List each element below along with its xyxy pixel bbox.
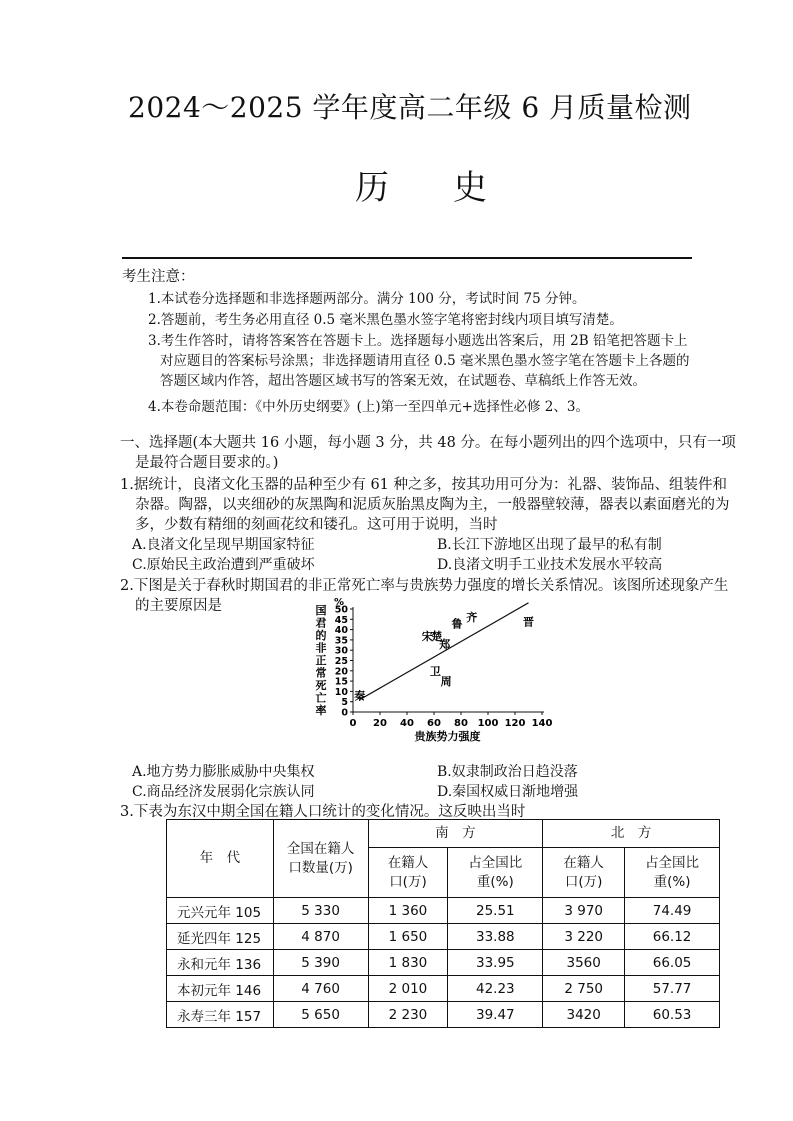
header-north-ratio: 占全国比重(%) [625, 848, 720, 898]
y-axis-label-char: 亡 [315, 691, 327, 705]
y-tick-label: 10 [334, 686, 348, 698]
cell-south-pop: 1 360 [368, 898, 448, 924]
notice-item-3: 3.考生作答时，请将答案答在答题卡上。选择题每小题选出答案后，用 2B 铅笔把答题卡上 [148, 333, 688, 349]
header-south-pop: 在籍人口(万) [368, 848, 448, 898]
cell-south-pop: 2 010 [368, 976, 448, 1002]
state-point-郑: 郑 [439, 638, 451, 652]
cell-total: 5 390 [273, 950, 368, 976]
x-tick-label: 80 [454, 718, 468, 729]
header-divider [122, 257, 692, 259]
q3-stem: 3.下表为东汉中期全国在籍人口统计的变化情况。这反映出当时 [120, 804, 526, 820]
y-tick-label: 35 [334, 635, 348, 647]
x-axis-label: 贵族势力强度 [414, 730, 481, 743]
y-tick-label: 50 [334, 604, 348, 616]
x-tick-label: 40 [400, 718, 414, 729]
header-north: 北 方 [543, 820, 720, 848]
q2-stem-line-1: 2.下图是关于春秋时期国君的非正常死亡率与贵族势力强度的增长关系情况。该图所述现象产生 [120, 578, 729, 594]
cell-total: 4 760 [273, 976, 368, 1002]
table-row [167, 950, 720, 976]
y-tick-label: 40 [334, 625, 348, 637]
cell-south-ratio: 25.51 [448, 898, 543, 924]
cell-south-ratio: 33.95 [448, 950, 543, 976]
q1-option-a[interactable]: A.良渚文化呈现早期国家特征 [132, 537, 315, 553]
x-tick-label: 120 [504, 718, 526, 729]
cell-north-pop: 2 750 [543, 976, 625, 1002]
cell-south-ratio: 39.47 [448, 1002, 543, 1028]
y-tick-label: 15 [334, 676, 348, 688]
cell-north-ratio: 57.77 [625, 976, 720, 1002]
q2-option-b[interactable]: B.奴隶制政治日趋没落 [437, 764, 578, 780]
cell-total: 5 330 [273, 898, 368, 924]
x-tick-label: 20 [373, 718, 387, 729]
state-point-楚: 楚 [431, 629, 443, 643]
q1-stem-line-2: 杂器。陶器，以夹细砂的灰黑陶和泥质灰胎黑皮陶为主，一般器壁较薄，器表以素面磨光的为 [135, 497, 730, 513]
state-point-齐: 齐 [466, 611, 478, 625]
y-tick-label: 20 [334, 666, 348, 678]
cell-year: 永和元年 136 [167, 950, 274, 976]
notice-item-3-cont-2: 答题区域内作答，超出答题区域书写的答案无效，在试题卷、草稿纸上作答无效。 [160, 373, 646, 389]
cell-north-pop: 3560 [543, 950, 625, 976]
y-tick-label: 0 [341, 707, 348, 719]
notice-heading: 考生注意： [122, 269, 195, 285]
q2-option-a[interactable]: A.地方势力膨胀威胁中央集权 [132, 764, 315, 780]
cell-year: 永寿三年 157 [167, 1002, 274, 1028]
cell-north-ratio: 66.12 [625, 924, 720, 950]
q2-option-d[interactable]: D.秦国权威日渐地增强 [437, 784, 579, 800]
y-tick-label: 45 [334, 614, 348, 626]
cell-north-ratio: 74.49 [625, 898, 720, 924]
notice-item-4: 4.本卷命题范围：《中外历史纲要》(上)第一至四单元+选择性必修 2、3。 [148, 399, 589, 415]
table-row [167, 976, 720, 1002]
header-north-pop: 在籍人口(万) [543, 848, 625, 898]
cell-south-pop: 2 230 [368, 1002, 448, 1028]
cell-year: 本初元年 146 [167, 976, 274, 1002]
notice-item-2: 2.答题前，考生务必用直径 0.5 毫米黑色墨水签字笔将密封线内项目填写清楚。 [148, 312, 623, 328]
table-row [167, 1002, 720, 1028]
state-point-周: 周 [440, 675, 452, 689]
y-axis-unit: % [333, 598, 345, 608]
section-instruction: 一、选择题(本大题共 16 小题，每小题 3 分，共 48 分。在每小题列出的四个选项中，只有一项 [120, 435, 736, 451]
cell-north-ratio: 66.05 [625, 950, 720, 976]
q1-option-d[interactable]: D.良渚文明手工业技术发展水平较高 [437, 557, 663, 573]
header-south-ratio: 占全国比重(%) [448, 848, 543, 898]
table-row [167, 924, 720, 950]
cell-south-ratio: 42.23 [448, 976, 543, 1002]
table-row [167, 898, 720, 924]
x-tick-label: 60 [427, 718, 441, 729]
x-tick-label: 100 [477, 718, 499, 729]
cell-north-pop: 3420 [543, 1002, 625, 1028]
cell-south-ratio: 33.88 [448, 924, 543, 950]
x-tick-label: 0 [349, 718, 357, 729]
y-tick-label: 30 [334, 645, 348, 657]
state-point-秦: 秦 [354, 689, 366, 703]
y-axis-label-char: 的 [315, 629, 327, 642]
q2-scatter-chart [308, 598, 558, 746]
cell-north-pop: 3 220 [543, 924, 625, 950]
cell-year: 延光四年 125 [167, 924, 274, 950]
subject-char-1: 历 [355, 168, 389, 208]
y-axis-label-char: 常 [315, 666, 327, 680]
cell-year: 元兴元年 105 [167, 898, 274, 924]
state-point-鲁: 鲁 [451, 617, 463, 631]
cell-south-pop: 1 650 [368, 924, 448, 950]
x-tick-label: 140 [531, 718, 553, 729]
y-axis-label-char: 国 [315, 604, 327, 617]
population-table [166, 819, 720, 1028]
cell-north-ratio: 60.53 [625, 1002, 720, 1028]
header-south: 南 方 [368, 820, 543, 848]
y-tick-label: 5 [341, 697, 348, 709]
exam-title: 2024～2025 学年度高二年级 6 月质量检测 [128, 91, 692, 124]
cell-north-pop: 3 970 [543, 898, 625, 924]
state-point-卫: 卫 [429, 664, 441, 678]
subject-title [355, 160, 551, 209]
y-tick-label: 25 [334, 656, 348, 667]
q2-stem-line-2: 的主要原因是 [135, 598, 222, 614]
q1-stem-line-1: 1.据统计，良渚文化玉器的品种至少有 61 种之多，按其功用可分为：礼器、装饰品、组装件和 [120, 477, 727, 493]
q1-option-c[interactable]: C.原始民主政治遭到严重破坏 [132, 557, 315, 573]
state-point-晋: 晋 [523, 615, 534, 629]
notice-item-3-cont-1: 对应题目的答案标号涂黑；非选择题请用直径 0.5 毫米黑色墨水签字笔在答题卡上各题的 [160, 353, 690, 369]
y-axis-label-char: 非 [315, 641, 327, 655]
notice-item-1: 1.本试卷分选择题和非选择题两部分。满分 100 分，考试时间 75 分钟。 [148, 291, 586, 307]
section-instruction-cont: 是最符合题目要求的。) [135, 455, 279, 471]
cell-total: 4 870 [273, 924, 368, 950]
cell-south-pop: 1 830 [368, 950, 448, 976]
q1-option-b[interactable]: B.长江下游地区出现了最早的私有制 [437, 537, 662, 553]
header-total: 全国在籍人口数量(万) [273, 820, 368, 898]
y-axis-label-char: 正 [315, 654, 327, 667]
y-axis-label-char: 君 [315, 616, 327, 630]
q1-stem-line-3: 多，少数有精细的刻画花纹和镂孔。这可用于说明，当时 [135, 517, 498, 533]
y-axis-label-char: 率 [315, 704, 327, 717]
subject-char-2: 史 [453, 168, 487, 208]
cell-total: 5 650 [273, 1002, 368, 1028]
y-axis-label-char: 死 [315, 679, 327, 692]
q2-option-c[interactable]: C.商品经济发展弱化宗族认同 [132, 784, 315, 800]
state-point-宋: 宋 [421, 629, 433, 643]
header-year: 年 代 [167, 820, 274, 898]
